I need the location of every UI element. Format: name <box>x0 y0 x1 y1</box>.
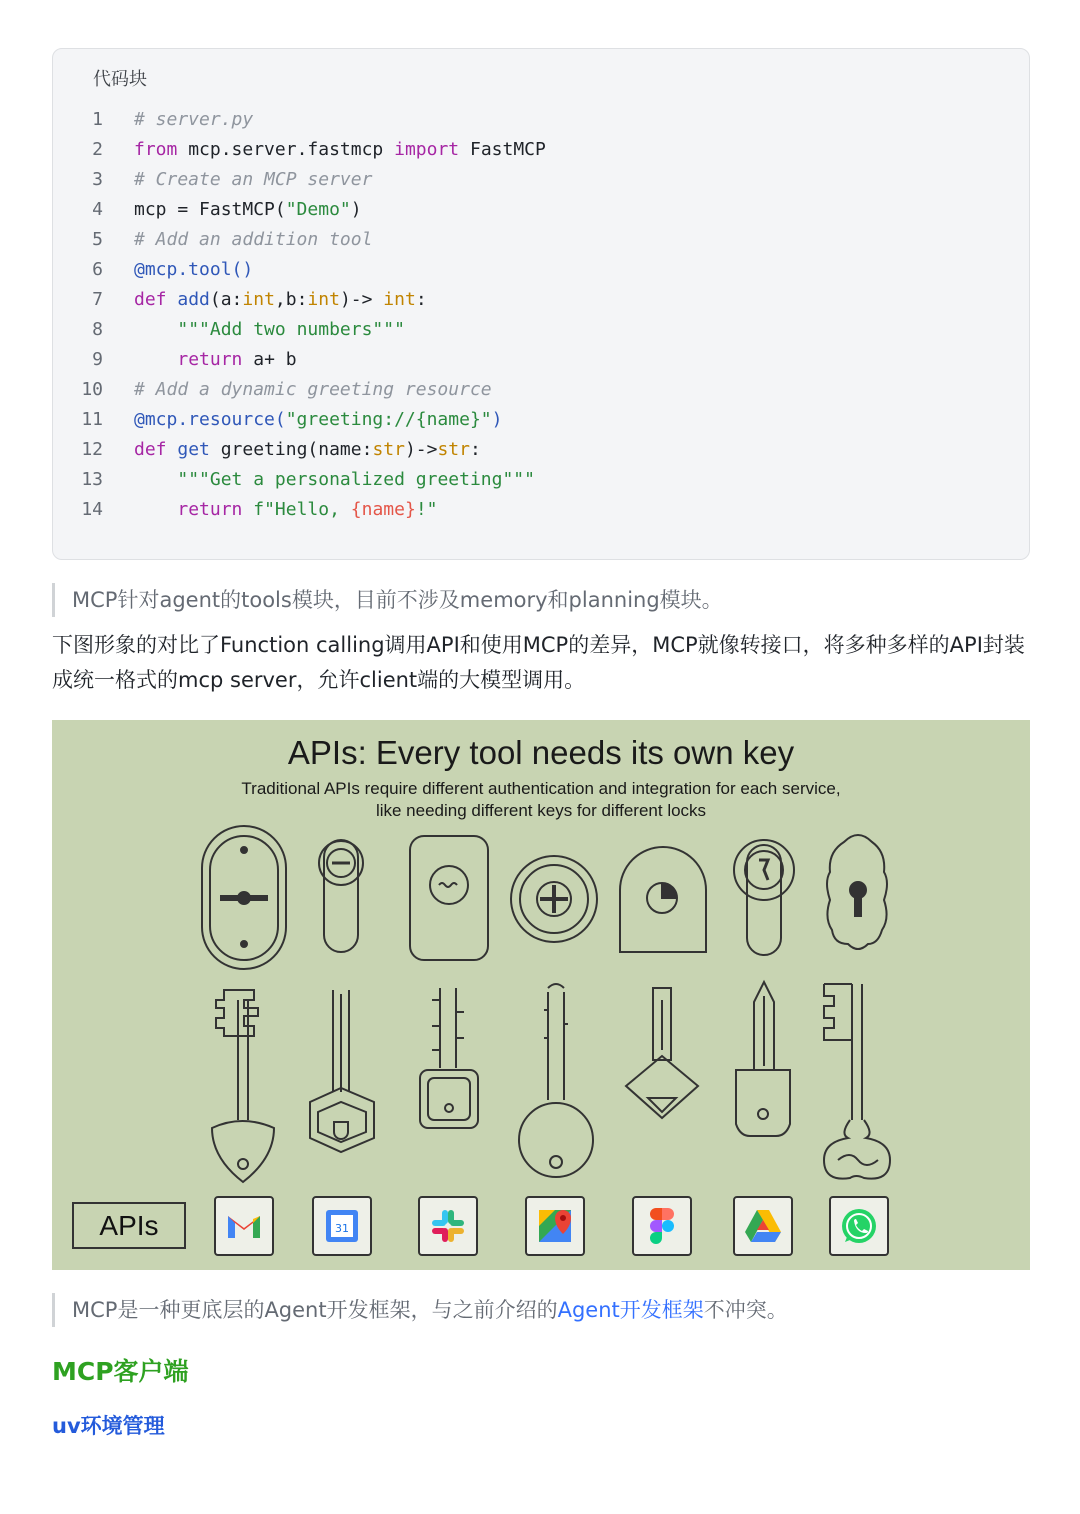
code-token: return <box>177 499 243 520</box>
heading-uv-env: uv环境管理 <box>52 1414 165 1438</box>
code-token: (a: <box>209 289 243 310</box>
line-number: 14 <box>81 499 103 520</box>
code-token: # server.py <box>134 109 254 130</box>
key-7-icon <box>824 984 890 1179</box>
code-token: # Create an MCP server <box>134 169 373 190</box>
code-block <box>52 48 1030 560</box>
figure-subtitle-line1: Traditional APIs require different authentication and integration for each service, <box>241 779 841 798</box>
code-line <box>53 435 1029 465</box>
code-token: return <box>177 349 243 370</box>
code-token: FastMCP <box>459 139 546 160</box>
code-content <box>103 165 372 195</box>
code-line <box>53 285 1029 315</box>
line-number: 10 <box>81 379 103 400</box>
code-block-title: 代码块 <box>93 69 147 90</box>
key-1-icon <box>212 990 274 1182</box>
line-number: 7 <box>92 289 103 310</box>
google-maps-icon <box>525 1196 585 1256</box>
code-token: str <box>372 439 405 460</box>
code-content <box>103 135 546 165</box>
lock-euro-icon <box>734 840 794 955</box>
code-token: """Add two numbers""" <box>177 319 405 340</box>
code-content <box>103 435 481 465</box>
lock-ornate-icon <box>827 835 887 949</box>
quote-tools-text: MCP针对agent的tools模块，目前不涉及memory和planning模块。 <box>72 588 723 612</box>
code-token: str <box>437 439 470 460</box>
slack-icon <box>418 1196 478 1256</box>
code-token: @mcp.resource( <box>134 409 286 430</box>
code-content <box>103 105 253 135</box>
code-token: greeting(name: <box>209 439 373 460</box>
code-content <box>103 315 405 345</box>
heading-mcp-client: MCP客户端 <box>52 1357 189 1386</box>
code-token <box>134 319 177 340</box>
code-token: int <box>383 289 416 310</box>
line-number: 1 <box>92 109 103 130</box>
code-token: {name} <box>350 499 416 520</box>
code-line <box>53 465 1029 495</box>
lock-dome-icon <box>620 847 706 952</box>
agent-framework-link[interactable]: Agent开发框架 <box>557 1298 704 1322</box>
code-token: mcp = FastMCP( <box>134 199 286 220</box>
google-calendar-icon <box>312 1196 372 1256</box>
google-drive-icon <box>733 1196 793 1256</box>
code-line <box>53 405 1029 435</box>
code-token: add <box>177 289 210 310</box>
code-content <box>103 255 253 285</box>
code-content <box>103 375 492 405</box>
code-content <box>103 285 427 315</box>
code-token: mcp.server.fastmcp <box>177 139 395 160</box>
code-token: def <box>134 439 167 460</box>
code-content <box>103 465 535 495</box>
code-token: ) <box>350 199 362 220</box>
line-number: 4 <box>92 199 103 220</box>
key-6-icon <box>736 982 790 1136</box>
code-content <box>103 225 372 255</box>
code-token: : <box>415 289 427 310</box>
line-number: 8 <box>92 319 103 340</box>
figure-title: APIs: Every tool needs its own key <box>287 734 795 771</box>
code-token <box>167 289 178 310</box>
code-token: """Get a personalized greeting""" <box>177 469 535 490</box>
code-token: a+ b <box>242 349 297 370</box>
key-2-icon <box>310 990 374 1152</box>
code-line <box>53 345 1029 375</box>
code-token: def <box>134 289 167 310</box>
line-number: 2 <box>92 139 103 160</box>
code-token: : <box>469 439 481 460</box>
lock-cylinder-icon <box>319 840 363 952</box>
apis-keys-figure <box>52 720 1030 1270</box>
code-token <box>134 499 177 520</box>
line-number: 13 <box>81 469 103 490</box>
code-line <box>53 165 1029 195</box>
code-token: from <box>134 139 178 160</box>
code-lines <box>53 105 1029 525</box>
calendar-day: 31 <box>335 1222 349 1235</box>
code-line <box>53 255 1029 285</box>
code-line <box>53 225 1029 255</box>
code-token: )-> <box>339 289 384 310</box>
code-token: "Demo" <box>285 199 351 220</box>
code-token: int <box>307 289 340 310</box>
lock-oval-icon <box>202 826 286 969</box>
code-token: ) <box>491 409 503 430</box>
key-4-icon <box>519 984 593 1177</box>
code-token: get <box>177 439 210 460</box>
line-number: 12 <box>81 439 103 460</box>
code-token: "greeting://{name}" <box>285 409 492 430</box>
code-token <box>134 349 177 370</box>
code-token <box>242 499 253 520</box>
code-token <box>167 439 178 460</box>
gmail-icon <box>214 1196 274 1256</box>
code-line <box>53 315 1029 345</box>
key-3-icon <box>420 988 478 1128</box>
key-5-icon <box>626 988 698 1118</box>
figure-subtitle <box>52 778 1030 822</box>
code-content <box>103 195 362 225</box>
code-token: )-> <box>404 439 438 460</box>
code-line <box>53 105 1029 135</box>
code-line <box>53 135 1029 165</box>
line-number: 9 <box>92 349 103 370</box>
lock-round-icon <box>511 856 597 942</box>
code-line <box>53 495 1029 525</box>
apis-label: APIs <box>72 1202 186 1249</box>
code-token: # Add an addition tool <box>134 229 373 250</box>
code-token: ,b: <box>274 289 308 310</box>
code-token: int <box>242 289 275 310</box>
code-line <box>53 195 1029 225</box>
code-content <box>103 495 438 525</box>
line-number: 3 <box>92 169 103 190</box>
line-number: 11 <box>81 409 103 430</box>
code-token: @mcp.tool() <box>134 259 254 280</box>
figma-icon <box>632 1196 692 1256</box>
quote-framework-text: MCP是一种更底层的Agent开发框架，与之前介绍的 <box>72 1298 558 1322</box>
code-token: import <box>394 139 460 160</box>
quote-framework-text-end: 不冲突。 <box>703 1298 788 1322</box>
figure-subtitle-line2: like needing different keys for different locks <box>375 801 707 820</box>
code-content <box>103 345 297 375</box>
lock-rect-icon <box>410 836 488 960</box>
paragraph-comparison: 下图形象的对比了Function calling调用API和使用MCP的差异，MCP就像转接口，将多种多样的API封装成统一格式的mcp server，允许client端的大模型调用。 <box>52 633 1025 692</box>
code-token: !" <box>415 499 438 520</box>
code-token <box>134 469 177 490</box>
code-content <box>103 405 502 435</box>
line-number: 5 <box>92 229 103 250</box>
code-line <box>53 375 1029 405</box>
quote-tools <box>52 583 723 617</box>
code-token: # Add a dynamic greeting resource <box>134 379 492 400</box>
line-number: 6 <box>92 259 103 280</box>
whatsapp-icon <box>829 1196 889 1256</box>
quote-framework <box>52 1293 788 1327</box>
code-token: f"Hello, <box>253 499 351 520</box>
